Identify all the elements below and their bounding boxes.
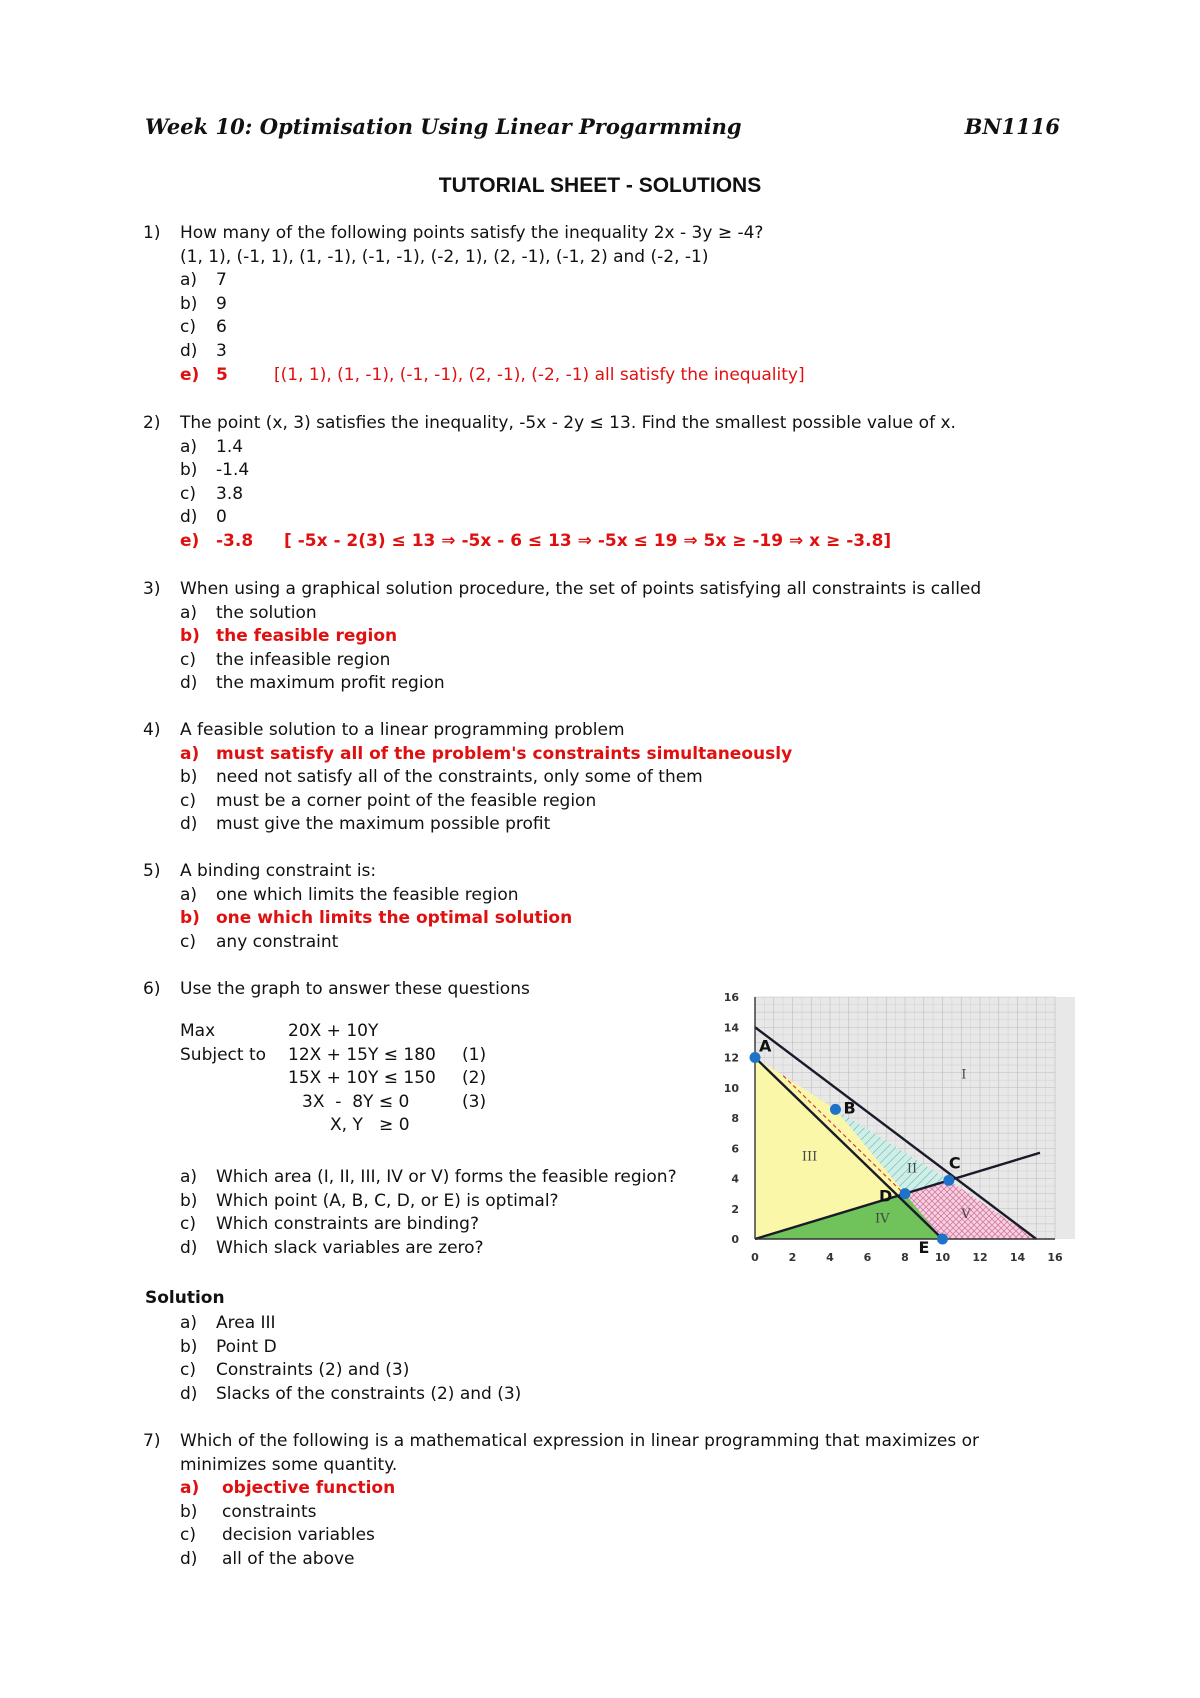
option-c: c) any constraint <box>180 931 339 952</box>
subquestion-a: a) Which area (I, II, III, IV or V) forms the feasible region? <box>180 1167 677 1187</box>
corner-point-label-B: B <box>843 1098 856 1118</box>
header-course-title: Week 10: Optimisation Using Linear Progarmming <box>145 114 742 139</box>
question-text: Which of the following is a mathematical expression in linear programming that maximizes or minimizes some quantity. <box>180 1431 980 1475</box>
question-text: Use the graph to answer these questions <box>180 979 530 999</box>
y-tick-label: 12 <box>723 1051 739 1065</box>
page-header <box>145 114 1060 146</box>
lp-max-label: Max <box>180 1021 216 1041</box>
option-b: b) -1.4 <box>180 460 250 481</box>
x-tick-label: 12 <box>972 1251 988 1264</box>
lp-constraint-1-number: (1) <box>462 1044 487 1065</box>
y-tick-label: 8 <box>731 1112 739 1125</box>
question-6-subquestions <box>143 1166 703 1260</box>
question-number: 3) <box>143 579 161 599</box>
question-7 <box>143 1430 1063 1572</box>
option-d: d) 3 <box>180 340 227 361</box>
corner-point-B <box>830 1104 841 1115</box>
lp-constraint-3: 3X - 8Y ≤ 0 <box>302 1091 410 1112</box>
question-number: 4) <box>143 720 161 740</box>
lp-subject-label: Subject to <box>180 1044 267 1065</box>
y-tick-label: 0 <box>731 1233 739 1246</box>
option-a: a) 1.4 <box>180 436 244 457</box>
y-tick-label: 10 <box>723 1081 739 1095</box>
question-text: A feasible solution to a linear programming problem <box>180 720 625 740</box>
answer-option: b) one which limits the optimal solution <box>180 908 573 929</box>
corner-point-D <box>900 1188 911 1199</box>
solution-list <box>143 1312 703 1406</box>
page-title: TUTORIAL SHEET - SOLUTIONS <box>438 174 762 197</box>
option-a: a) 7 <box>180 270 227 291</box>
corner-point-label-E: E <box>918 1238 930 1257</box>
option-b: b) need not satisfy all of the constraints, only some of them <box>180 767 703 788</box>
option-b: b) 9 <box>180 293 227 314</box>
corner-point-label-C: C <box>948 1153 961 1173</box>
question-text: How many of the following points satisfy the inequality 2x - 3y ≥ -4? <box>180 223 764 243</box>
y-tick-label: 16 <box>723 991 739 1004</box>
answer-option: e) -3.8 [ -5x - 2(3) ≤ 13 ⇒ -5x - 6 ≤ 13 ⇒ -5x ≤ 19 ⇒ 5x ≥ -19 ⇒ x ≥ -3.8] <box>180 530 892 551</box>
option-d: d) must give the maximum possible profit <box>180 814 551 835</box>
question-5 <box>143 860 1063 954</box>
lp-objective: 20X + 10Y <box>288 1021 379 1041</box>
option-c: c) 6 <box>180 317 227 338</box>
region-label-II: II <box>906 1161 918 1177</box>
question-points: (1, 1), (-1, 1), (1, -1), (-1, -1), (-2, 1), (2, -1), (-1, 2) and (-2, -1) <box>180 246 709 267</box>
x-tick-label: 16 <box>1047 1251 1063 1264</box>
x-tick-label: 2 <box>788 1251 797 1264</box>
question-3 <box>143 578 1063 696</box>
corner-point-label-A: A <box>759 1036 772 1056</box>
y-tick-label: 14 <box>723 1021 739 1035</box>
solution-a: a) Area III <box>180 1313 276 1333</box>
option-d: d) 0 <box>180 507 227 528</box>
question-number: 5) <box>143 861 161 881</box>
lp-constraint-1: 12X + 15Y ≤ 180 <box>288 1044 436 1065</box>
question-text: A binding constraint is: <box>180 861 377 881</box>
x-tick-label: 8 <box>901 1251 909 1264</box>
question-1 <box>143 222 1063 387</box>
x-tick-label: 10 <box>934 1251 951 1264</box>
subquestion-d: d) Which slack variables are zero? <box>180 1237 484 1258</box>
answer-option: a) must satisfy all of the problem's constraints simultaneously <box>180 743 793 764</box>
lp-constraint-3-number: (3) <box>462 1091 487 1112</box>
question-number: 2) <box>143 413 161 433</box>
region-label-IV: IV <box>875 1211 890 1227</box>
header-course-code: BN1116 <box>964 114 1060 139</box>
lp-graph-svg <box>710 985 1090 1285</box>
y-tick-label: 2 <box>731 1202 739 1216</box>
question-number: 6) <box>143 979 161 999</box>
option-c: c) must be a corner point of the feasible region <box>180 790 597 811</box>
lp-constraint-2-number: (2) <box>462 1068 487 1089</box>
option-a: a) one which limits the feasible region <box>180 884 519 905</box>
lp-graph <box>710 985 1090 1285</box>
option-d: d) the maximum profit region <box>180 673 445 694</box>
region-label-I: I <box>961 1067 967 1083</box>
option-c: c) the infeasible region <box>180 649 391 670</box>
subquestion-c: c) Which constraints are binding? <box>180 1214 479 1235</box>
region-label-III: III <box>801 1149 818 1165</box>
answer-option: a) objective function <box>180 1478 396 1499</box>
answer-option: b) the feasible region <box>180 626 398 647</box>
question-text: The point (x, 3) satisfies the inequality, -5x - 2y ≤ 13. Find the smallest possible value of x. <box>180 413 956 433</box>
x-tick-label: 4 <box>826 1251 834 1264</box>
solution-b: b) Point D <box>180 1336 277 1357</box>
x-tick-label: 14 <box>1009 1251 1026 1264</box>
corner-point-C <box>943 1175 954 1186</box>
x-tick-label: 6 <box>863 1251 872 1264</box>
option-d: d) all of the above <box>180 1548 355 1569</box>
subquestion-b: b) Which point (A, B, C, D, or E) is optimal? <box>180 1190 559 1211</box>
option-a: a) the solution <box>180 602 317 623</box>
option-c: c) 3.8 <box>180 483 244 504</box>
solution-heading: Solution <box>145 1288 225 1308</box>
option-b: b) constraints <box>180 1501 317 1522</box>
lp-nonnegativity: X, Y ≥ 0 <box>330 1115 410 1136</box>
question-number: 1) <box>143 223 161 243</box>
solution-d: d) Slacks of the constraints (2) and (3) <box>180 1383 522 1404</box>
y-tick-label: 4 <box>731 1172 739 1186</box>
corner-point-E <box>937 1234 948 1245</box>
y-tick-label: 6 <box>731 1142 739 1156</box>
solution-c: c) Constraints (2) and (3) <box>180 1360 410 1381</box>
corner-point-label-D: D <box>879 1186 893 1206</box>
option-c: c) decision variables <box>180 1525 375 1546</box>
question-2 <box>143 412 1063 554</box>
region-label-V: V <box>961 1206 971 1222</box>
question-number: 7) <box>143 1431 161 1451</box>
question-text: When using a graphical solution procedure, the set of points satisfying all constraints is called <box>180 579 982 599</box>
answer-option: e) 5 [(1, 1), (1, -1), (-1, -1), (2, -1), (-2, -1) all satisfy the inequality] <box>180 364 805 385</box>
x-tick-label: 0 <box>751 1251 759 1264</box>
question-6 <box>143 978 703 1002</box>
question-4 <box>143 719 1063 837</box>
lp-constraint-2: 15X + 10Y ≤ 150 <box>288 1068 436 1089</box>
